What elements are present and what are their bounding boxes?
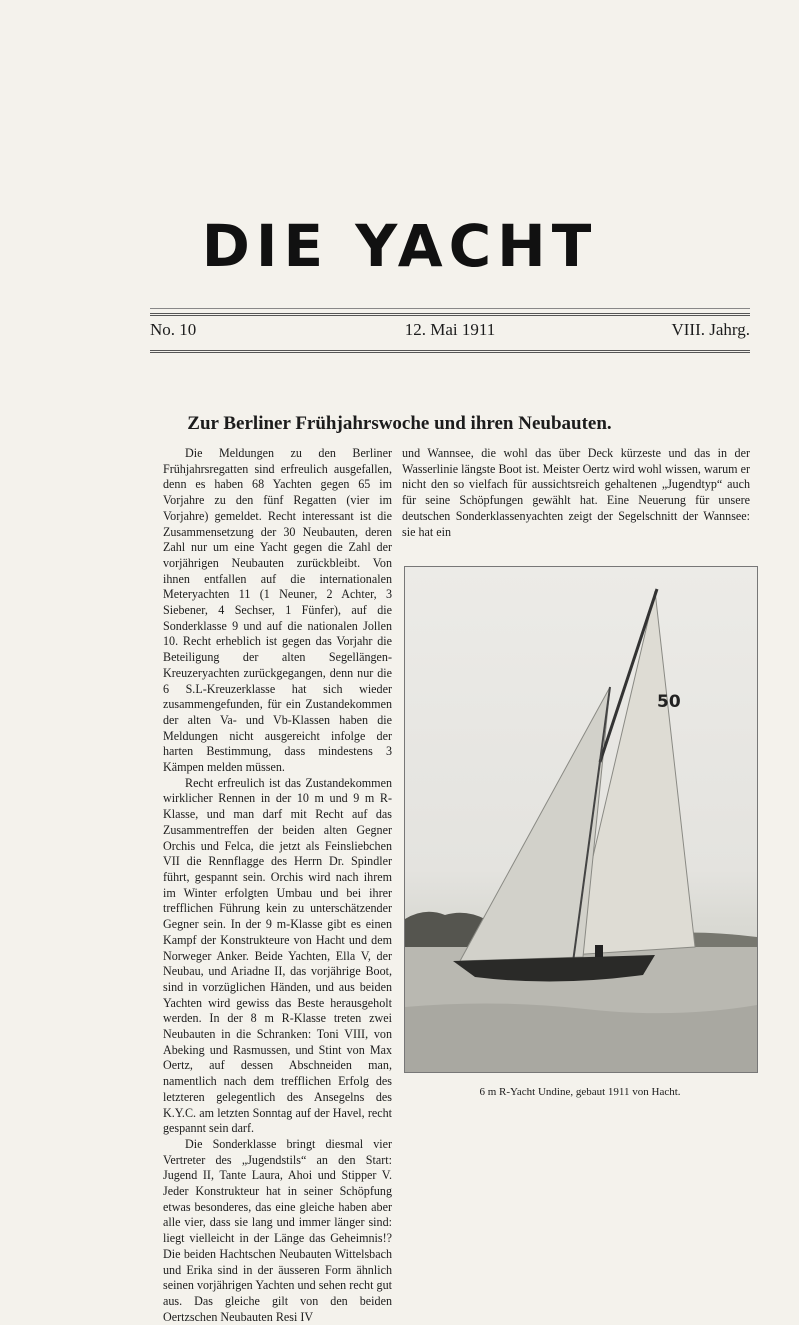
yacht-illustration: [405, 567, 757, 1072]
article-paragraph: und Wannsee, die wohl das über Deck kürzeste und das in der Wasserlinie längste Boot ist. Meister Oertz wird wohl wissen, warum er nicht den so vielfach für aussichtsreich gehaltenen „Jugendtyp“ auch für seine Schöpfungen gewählt hat. Eine Neuerung für unsere deutschen Sonderklassenyachten zeigt der Segelschnitt der Wannsee: sie hat ein: [402, 446, 750, 539]
header-rule-double: [150, 313, 750, 316]
article-paragraph: Die Meldungen zu den Berliner Frühjahrsregatten sind erfreulich ausgefallen, denn es haben 68 Yachten gegen 65 im Vorjahre zu den fünf Regatten (vier im Vorjahre) gemeldet. Recht interessant ist die Zusammensetzung der 30 Neubauten, deren Zahl nur um eine Yacht gegen die Zahl der vorjährigen Neubauten zurückbleibt. Von ihnen entfallen auf die internationalen Meteryachten 11 (1 Neuner, 2 Achter, 3 Siebener, 4 Sechser, 1 Fünfer), auf die Sonderklasse 9 und auf die nationalen Jollen 10. Recht erheblich ist gegen das Vorjahr die Beteiligung der alten Segellängen-Kreuzeryachten zurückgegangen, denn nur die 6 S.L-Kreuzerklasse hat sich wieder zusammengefunden, für ein Zustandekommen der alten Va- und Vb-Klassen haben die Meldungen nicht ausgereicht infolge der harten Bestimmung, dass mindestens 3 Kämpen melden müssen.: [163, 446, 392, 775]
photo-caption: 6 m R-Yacht Undine, gebaut 1911 von Hacht.: [479, 1086, 681, 1098]
article-paragraph: Recht erfreulich ist das Zustandekommen wirklicher Rennen in der 10 m und 9 m R-Klasse, und man darf mit Recht auf das Zusammentreffen der beiden alten Gegner Orchis und Felca, die jetzt als Feinsliebchen VII die Rennflagge des Herrn Dr. Spindler führt, gespannt sein. Orchis wird nach ihrem im Winter erfolgten Umbau und bei ihrer trefflichen Führung kein zu unterschätzender Gegner sein. In der 9 m-Klasse gibt es einen Kampf der Konstrukteure von Hacht und dem Norweger Anker. Beide Yachten, Ella V, der Neubau, und Ariadne II, das vorjährige Boot, sind in vorzüglichen Händen, und aus beiden Yachten wird gewiss das Beste herausgeholt werden. In der 8 m R-Klasse treten zwei Neubauten in die Schranken: Toni VIII, von Abeking und Rasmussen, und Stint von Max Oertz, auf dessen Abschneiden man, namentlich nach dem trefflichen Erfolg des letzteren gelegentlich des Ansegelns des K.Y.C. am letzten Sonntag auf der Havel, recht gespannt sein darf.: [163, 775, 392, 1136]
article-column-left: [163, 446, 392, 1325]
yacht-photo: [404, 566, 758, 1073]
water-ripples: [405, 1003, 757, 1072]
crew-figure: [595, 945, 603, 957]
article-title: Zur Berliner Frühjahrswoche und ihren Neubauten.: [187, 413, 612, 434]
issue-volume: VIII. Jahrg.: [671, 320, 750, 339]
article-paragraph: Die Sonderklasse bringt diesmal vier Vertreter des „Jugendstils“ an den Start: Jugend II, Tante Laura, Ahoi und Stipper V. Jeder Konstrukteur hat in seiner Schöpfung etwas besonderes, das eine gleiche haben aber alle vier, dass sie lang und immer länger sind: liegt vielleicht in der Länge das Geheimnis!? Die beiden Hachtschen Neubauten Wittelsbach und Erika sind in der äusseren Form ähnlich seinen vorjährigen Yachten und sehen recht gut aus. Das gleiche gilt von den beiden Oertzschen Neubauten Resi IV: [163, 1136, 392, 1324]
masthead-title: DIE YACHT: [201, 212, 598, 280]
issue-info-row: [150, 320, 750, 346]
issue-date: 12. Mai 1911: [404, 320, 496, 339]
article-column-right: [402, 446, 750, 540]
header-rule-top: [150, 308, 750, 309]
sail-number: 50: [657, 692, 681, 712]
issue-number: No. 10: [150, 320, 197, 339]
header-rule-bottom: [150, 350, 750, 353]
